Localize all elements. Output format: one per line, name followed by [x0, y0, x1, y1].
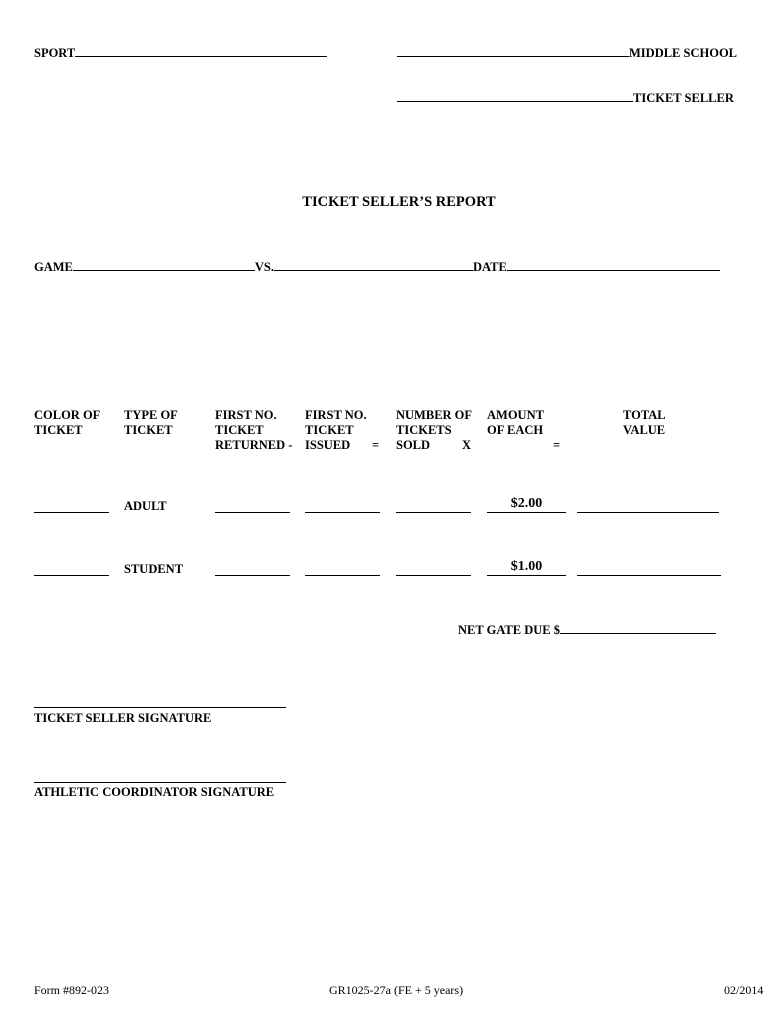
col-header-number-sold	[396, 408, 472, 453]
net-gate-label: NET GATE DUE $	[458, 623, 560, 637]
equals-operator-2: =	[553, 438, 561, 452]
col-header-type	[124, 408, 178, 438]
sport-blank[interactable]	[75, 45, 327, 57]
sport-field	[34, 45, 327, 61]
adult-amount: $2.00	[487, 496, 566, 513]
col-header-line: ISSUED	[305, 438, 351, 452]
ticket-seller-label: TICKET SELLER	[633, 91, 734, 105]
sport-label: SPORT	[34, 46, 76, 60]
student-color-blank[interactable]	[34, 575, 109, 576]
school-field	[397, 45, 737, 61]
col-header-line: TICKET	[215, 423, 264, 437]
game-line	[34, 259, 720, 275]
col-header-amount	[487, 408, 544, 438]
adult-first-returned-blank[interactable]	[215, 512, 290, 513]
seller-signature-label: TICKET SELLER SIGNATURE	[34, 711, 212, 725]
col-header-line: TICKET	[34, 423, 83, 437]
adult-first-issued-blank[interactable]	[305, 512, 380, 513]
vs-blank[interactable]	[274, 259, 473, 271]
student-amount: $1.00	[487, 559, 566, 576]
adult-total-blank[interactable]	[577, 512, 719, 513]
game-label: GAME	[34, 260, 73, 274]
col-header-line: FIRST NO.	[215, 408, 277, 422]
col-header-color	[34, 408, 100, 438]
col-header-line: RETURNED -	[215, 438, 293, 452]
page-title: TICKET SELLER’S REPORT	[302, 194, 496, 210]
col-header-first-issued	[305, 408, 367, 453]
col-header-line: COLOR OF	[34, 408, 101, 422]
date-blank[interactable]	[507, 259, 720, 271]
seller-signature-line[interactable]	[34, 707, 286, 708]
col-header-line: TYPE OF	[124, 408, 178, 422]
student-first-issued-blank[interactable]	[305, 575, 380, 576]
retention-code: GR1025-27a (FE + 5 years)	[329, 983, 464, 997]
adult-number-sold-blank[interactable]	[396, 512, 471, 513]
student-type-label: STUDENT	[124, 562, 184, 576]
col-header-first-returned	[215, 408, 292, 453]
col-header-total	[623, 408, 666, 438]
col-header-line: VALUE	[623, 423, 666, 437]
date-label: DATE	[473, 260, 507, 274]
school-label: MIDDLE SCHOOL	[629, 46, 738, 60]
col-header-line: FIRST NO.	[305, 408, 367, 422]
col-header-line: OF EACH	[487, 423, 544, 437]
vs-label: VS.	[254, 260, 274, 274]
student-total-blank[interactable]	[577, 575, 721, 576]
game-blank[interactable]	[73, 259, 255, 271]
net-gate-blank[interactable]	[560, 622, 716, 634]
col-header-line: TICKET	[124, 423, 173, 437]
student-first-returned-blank[interactable]	[215, 575, 290, 576]
coordinator-signature-label: ATHLETIC COORDINATOR SIGNATURE	[34, 785, 275, 799]
col-header-line: TICKETS	[396, 423, 452, 437]
col-header-line: TOTAL	[623, 408, 666, 422]
ticket-seller-blank[interactable]	[397, 90, 633, 102]
form-date: 02/2014	[724, 983, 764, 997]
school-blank[interactable]	[397, 45, 629, 57]
col-header-line: NUMBER OF	[396, 408, 473, 422]
student-number-sold-blank[interactable]	[396, 575, 471, 576]
times-operator: X	[462, 438, 472, 452]
form-number: Form #892-023	[34, 983, 109, 997]
col-header-line: AMOUNT	[487, 408, 544, 422]
col-header-line: SOLD	[396, 438, 431, 452]
ticket-seller-field	[397, 90, 734, 106]
equals-operator: =	[372, 438, 380, 452]
coordinator-signature-line[interactable]	[34, 782, 286, 783]
adult-color-blank[interactable]	[34, 512, 109, 513]
net-gate-field	[458, 622, 716, 638]
col-header-line: TICKET	[305, 423, 354, 437]
adult-type-label: ADULT	[124, 499, 167, 513]
